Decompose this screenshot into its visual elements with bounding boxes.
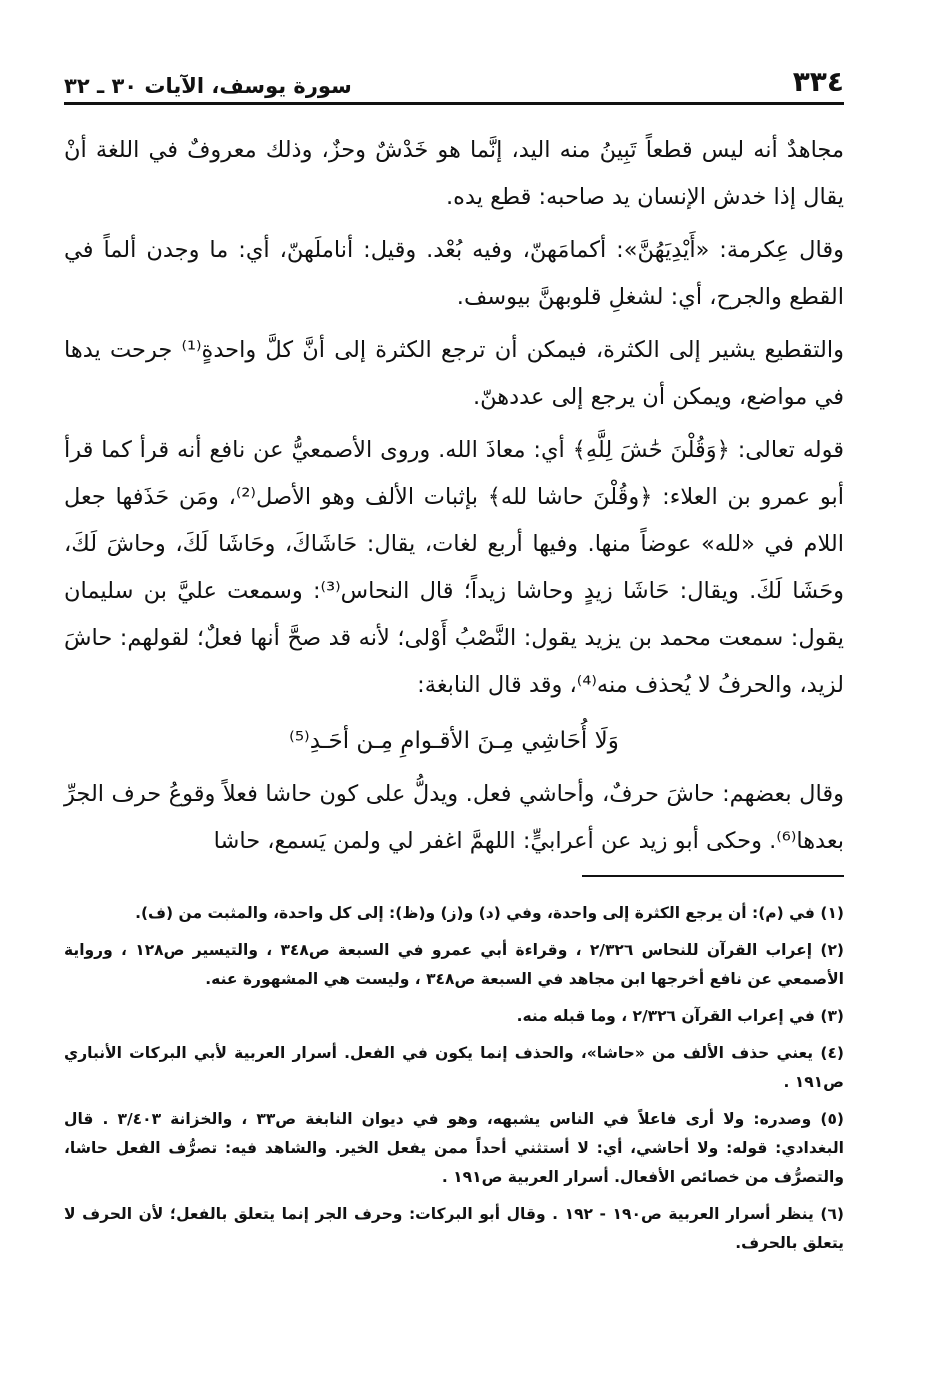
footnote-separator	[582, 875, 844, 877]
paragraph: وقال بعضهم: حاشَ حرفٌ، وأحاشي فعل. ويدلُّ على كون حاشا فعلاً وقوعُ حرف الجرِّ بعدها⁽⁶⁾. وحكى أبو زيد عن أعرابيٍّ: اللهمَّ اغفر لي ولمن يَسمع، حاشا	[64, 781, 844, 854]
main-text	[64, 127, 844, 865]
footnote: (٣) في إعراب القرآن ٢/٣٢٦ ، وما قبله منه.	[516, 1007, 844, 1025]
paragraph: قوله تعالى: ﴿وَقُلْنَ حَٰشَ لِلَّهِ﴾ أي: معاذَ الله. وروى الأصمعيُّ عن نافع أنه قرأ كما قرأ أبو عمرو بن العلاء: ﴿وقُلْنَ حاشا لله﴾ بإثبات الألف وهو الأصل⁽²⁾، ومَن حَذَفها جعل اللام في «لله» عوضاً منها. وفيها أربع لغات، يقال: حَاشَاكَ، وحَاشَا لَكَ، وحاشَ لَكَ، وحَشَا لَكَ. ويقال: حَاشَا زيدٍ وحاشا زيداً؛ قال النحاس⁽³⁾: وسمعت عليَّ بن سليمان يقول: سمعت محمد بن يزيد يقول: النَّصْبُ أَوْلى؛ لأنه قد صحَّ أنها فعلٌ؛ لقولهم: حاشَ لزيد، والحرفُ لا يُحذف منه⁽⁴⁾، وقد قال النابغة:	[64, 437, 844, 698]
footnote: (٤) يعني حذف الألف من «حاشا»، والحذف إنما يكون في الفعل. أسرار العربية لأبي البركات الأنباري ص١٩١ .	[64, 1044, 844, 1091]
paragraph: وقال عِكرمة: «أَيْدِيَهُنَّ»: أكمامَهنّ، وفيه بُعْد. وقيل: أناملَهنّ، أي: ما وجدن ألماً في القطع والجرح، أي: لشغلِ قلوبهنَّ بيوسف.	[64, 237, 844, 310]
footnotes	[64, 899, 844, 1258]
page-number: ٣٣٤	[792, 65, 844, 98]
poetry-verse: وَلَا أُحَاشِي مِـنَ الأقـوامِ مِـن أحَـدِ⁽⁵⁾	[289, 728, 619, 754]
footnote: (٢) إعراب القرآن للنحاس ٢/٣٢٦ ، وقراءة أبي عمرو في السبعة ص٣٤٨ ، والتيسير ص١٢٨ ، ورواية الأصمعي عن نافع أخرجها ابن مجاهد في السبعة ص٣٤٨ ، وليست هي المشهورة عنه.	[64, 941, 844, 988]
footnote: (٦) ينظر أسرار العربية ص١٩٠ - ١٩٢ . وقال أبو البركات: وحرف الجر إنما يتعلق بالفعل؛ لأن الحرف لا يتعلق بالحرف.	[64, 1205, 844, 1252]
paragraph: والتقطيع يشير إلى الكثرة، فيمكن أن ترجع الكثرة إلى أنَّ كلَّ واحدةٍ⁽¹⁾ جرحت يدها في مواضع، ويمكن أن يرجع إلى عددهنّ.	[64, 337, 844, 410]
footnote: (١) في (م): أن يرجع الكثرة إلى واحدة، وفي (د) و(ز) و(ظ): إلى كل واحدة، والمثبت من (ف).	[135, 904, 844, 922]
footnote: (٥) وصدره: ولا أرى فاعلاً في الناس يشبهه، وهو في ديوان النابغة ص٣٣ ، والخزانة ٣/٤٠٣ . قال البغدادي: قوله: ولا أحاشي، أي: لا أستثني أحداً ممن يفعل الخير. والشاهد فيه: تصرُّف الفعل حاشا، والتصرُّف من خصائص الأفعال. أسرار العربية ص١٩١ .	[64, 1110, 844, 1186]
paragraph: مجاهدٌ أنه ليس قطعاً تَبِينُ منه اليد، إنَّما هو خَدْشٌ وحزٌ، وذلك معروفٌ في اللغة أنْ يقال إذا خدش الإنسان يد صاحبه: قطع يده.	[64, 137, 844, 210]
book-page	[64, 60, 844, 1360]
page-header	[64, 60, 844, 105]
running-title: سورة يوسف، الآيات ٣٠ ـ ٣٢	[64, 74, 352, 98]
